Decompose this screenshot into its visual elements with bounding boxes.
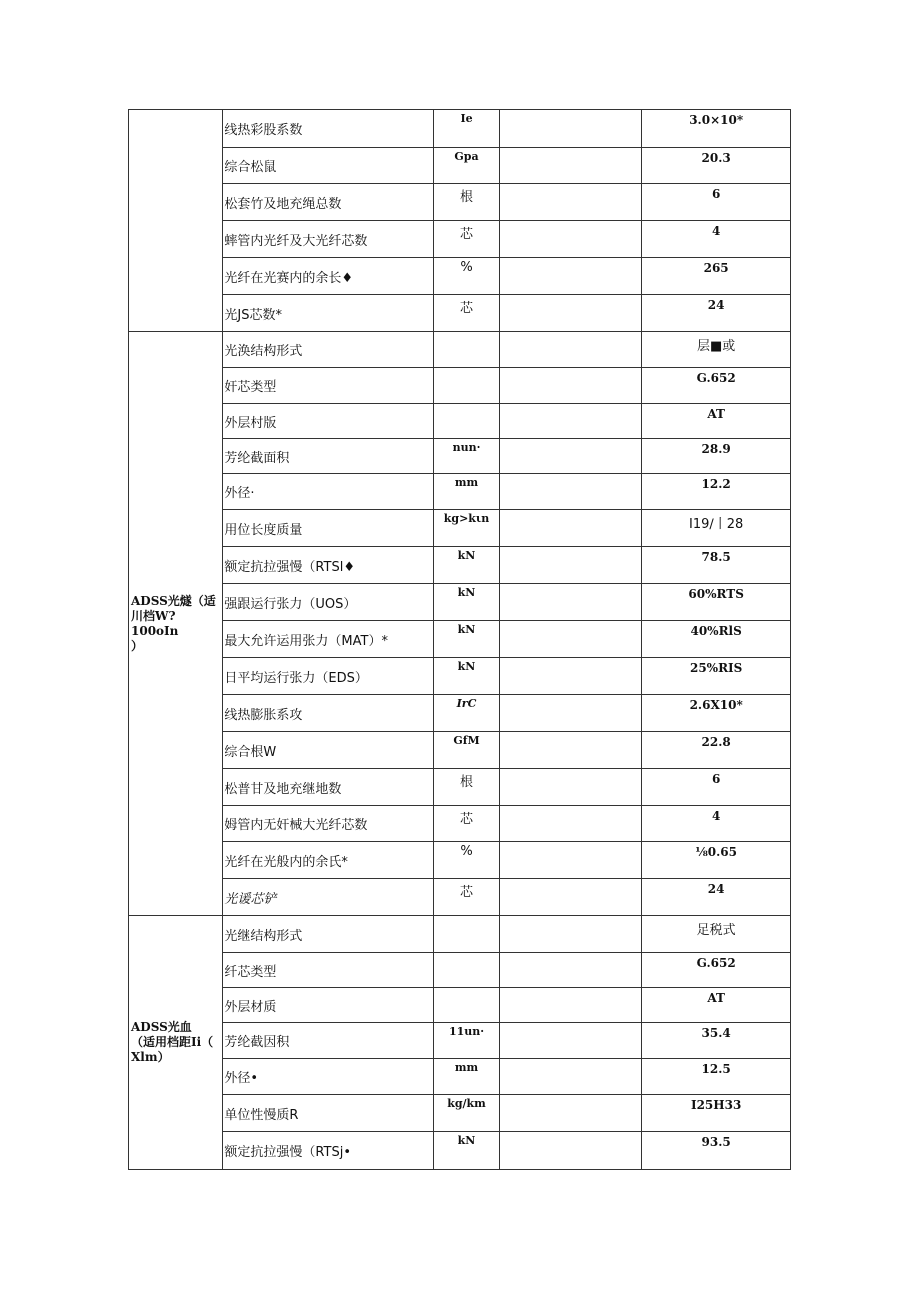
param-name-cell: 姆管内无奸械大光纤芯数 xyxy=(223,806,434,842)
value-cell: 24 xyxy=(642,295,791,332)
blank-cell xyxy=(499,953,642,988)
value-cell: G.652 xyxy=(642,953,791,988)
blank-cell xyxy=(499,988,642,1023)
table-row xyxy=(129,474,791,510)
param-name-cell: 光谖芯铲 xyxy=(223,879,434,916)
value-cell: 265 xyxy=(642,258,791,295)
table-row xyxy=(129,258,791,295)
table-row xyxy=(129,110,791,148)
table-row xyxy=(129,1132,791,1170)
unit-cell xyxy=(434,953,499,988)
table-row xyxy=(129,368,791,404)
param-name-cell: 光继结构形式 xyxy=(223,916,434,953)
unit-cell xyxy=(434,988,499,1023)
table-row xyxy=(129,584,791,621)
blank-cell xyxy=(499,148,642,184)
unit-cell: kg>kιn xyxy=(434,510,499,547)
blank-cell xyxy=(499,1132,642,1170)
blank-cell xyxy=(499,806,642,842)
param-name-cell: 光纤在光般内的余氏* xyxy=(223,842,434,879)
value-cell: 78.5 xyxy=(642,547,791,584)
param-name-cell: 线热膨胀系攻 xyxy=(223,695,434,732)
value-cell: AT xyxy=(642,404,791,439)
table-row xyxy=(129,404,791,439)
value-cell: 24 xyxy=(642,879,791,916)
group-label-line: ADSS光血 xyxy=(131,1020,192,1034)
blank-cell xyxy=(499,221,642,258)
table-row xyxy=(129,988,791,1023)
unit-cell: kN xyxy=(434,1132,499,1170)
table-row xyxy=(129,221,791,258)
value-cell: I25H33 xyxy=(642,1095,791,1132)
group-label-cell xyxy=(129,332,223,916)
value-cell: 35.4 xyxy=(642,1023,791,1059)
param-name-cell: 芳纶截面积 xyxy=(223,439,434,474)
blank-cell xyxy=(499,368,642,404)
blank-cell xyxy=(499,916,642,953)
unit-cell: kN xyxy=(434,658,499,695)
param-name-cell: 光涣结构形式 xyxy=(223,332,434,368)
table-row xyxy=(129,916,791,953)
param-name-cell: 奸芯类型 xyxy=(223,368,434,404)
blank-cell xyxy=(499,584,642,621)
param-name-cell: 外层村版 xyxy=(223,404,434,439)
table-row xyxy=(129,1095,791,1132)
param-name-cell: 松套竹及地充绳总数 xyxy=(223,184,434,221)
blank-cell xyxy=(499,258,642,295)
table-row xyxy=(129,510,791,547)
blank-cell xyxy=(499,1095,642,1132)
unit-cell: Ie xyxy=(434,110,499,148)
blank-cell xyxy=(499,404,642,439)
param-name-cell: 光JS芯数* xyxy=(223,295,434,332)
value-cell: 28.9 xyxy=(642,439,791,474)
blank-cell xyxy=(499,474,642,510)
group-label-cell xyxy=(129,916,223,1170)
blank-cell xyxy=(499,332,642,368)
blank-cell xyxy=(499,695,642,732)
group-label-line: ） xyxy=(131,638,144,653)
group-label-line: ADSS光燧（适 xyxy=(131,593,216,608)
unit-cell: 11un· xyxy=(434,1023,499,1059)
blank-cell xyxy=(499,769,642,806)
table-row xyxy=(129,547,791,584)
unit-cell: Gpa xyxy=(434,148,499,184)
table-row xyxy=(129,769,791,806)
unit-cell: % xyxy=(434,258,499,295)
param-name-cell: 强跟运行张力（UOS） xyxy=(223,584,434,621)
value-cell: 40%RlS xyxy=(642,621,791,658)
blank-cell xyxy=(499,510,642,547)
param-name-cell: 外径· xyxy=(223,474,434,510)
blank-cell xyxy=(499,1023,642,1059)
value-cell: AT xyxy=(642,988,791,1023)
table-row xyxy=(129,184,791,221)
unit-cell: kg/km xyxy=(434,1095,499,1132)
blank-cell xyxy=(499,658,642,695)
unit-cell: nun· xyxy=(434,439,499,474)
param-name-cell: 日平均运行张力（EDS） xyxy=(223,658,434,695)
unit-cell: 芯 xyxy=(434,221,499,258)
blank-cell xyxy=(499,295,642,332)
blank-cell xyxy=(499,879,642,916)
param-name-cell: 松普甘及地充继地数 xyxy=(223,769,434,806)
unit-cell xyxy=(434,404,499,439)
table-row xyxy=(129,879,791,916)
value-cell: 层■或 xyxy=(642,332,791,368)
unit-cell: 芯 xyxy=(434,879,499,916)
blank-cell xyxy=(499,842,642,879)
value-cell: 4 xyxy=(642,806,791,842)
blank-cell xyxy=(499,1059,642,1095)
value-cell: 3.0×10* xyxy=(642,110,791,148)
param-name-cell: 外层材质 xyxy=(223,988,434,1023)
blank-cell xyxy=(499,110,642,148)
group-label-line: （适用档距Ii（ xyxy=(131,1035,214,1049)
unit-cell xyxy=(434,368,499,404)
param-name-cell: 纤芯类型 xyxy=(223,953,434,988)
unit-cell: kN xyxy=(434,621,499,658)
param-name-cell: 线热彩股系数 xyxy=(223,110,434,148)
group-label-line: 川档W?100oIn xyxy=(131,608,179,638)
value-cell: G.652 xyxy=(642,368,791,404)
value-cell: 60%RTS xyxy=(642,584,791,621)
table-row xyxy=(129,806,791,842)
blank-cell xyxy=(499,621,642,658)
value-cell: 4 xyxy=(642,221,791,258)
value-cell: 6 xyxy=(642,184,791,221)
unit-cell xyxy=(434,916,499,953)
param-name-cell: 芳纶截因积 xyxy=(223,1023,434,1059)
spec-table xyxy=(128,109,791,1170)
value-cell: 12.2 xyxy=(642,474,791,510)
value-cell: I19∕丨28 xyxy=(642,510,791,547)
param-name-cell: 外径• xyxy=(223,1059,434,1095)
blank-cell xyxy=(499,184,642,221)
unit-cell: mm xyxy=(434,474,499,510)
unit-cell: IrC xyxy=(434,695,499,732)
table-row xyxy=(129,842,791,879)
group-label-line: Xlm） xyxy=(131,1050,170,1064)
unit-cell: 根 xyxy=(434,769,499,806)
unit-cell: mm xyxy=(434,1059,499,1095)
value-cell: 93.5 xyxy=(642,1132,791,1170)
unit-cell: 根 xyxy=(434,184,499,221)
value-cell: 22.8 xyxy=(642,732,791,769)
blank-cell xyxy=(499,439,642,474)
table-row xyxy=(129,621,791,658)
table-row xyxy=(129,332,791,368)
param-name-cell: 单位性慢质R xyxy=(223,1095,434,1132)
param-name-cell: 光纤在光赛内的余长♦ xyxy=(223,258,434,295)
value-cell: 25%RIS xyxy=(642,658,791,695)
value-cell: ⅛0.65 xyxy=(642,842,791,879)
blank-cell xyxy=(499,547,642,584)
table-row xyxy=(129,1023,791,1059)
value-cell: 2.6X10* xyxy=(642,695,791,732)
table-row xyxy=(129,295,791,332)
unit-cell: 芯 xyxy=(434,806,499,842)
value-cell: 12.5 xyxy=(642,1059,791,1095)
table-row xyxy=(129,953,791,988)
param-name-cell: 额定抗拉强慢（RTSj• xyxy=(223,1132,434,1170)
param-name-cell: 综合根W xyxy=(223,732,434,769)
table-row xyxy=(129,658,791,695)
unit-cell: GfM xyxy=(434,732,499,769)
blank-cell xyxy=(499,732,642,769)
param-name-cell: 最大允许运用张力（MAT）* xyxy=(223,621,434,658)
param-name-cell: 用位长度质量 xyxy=(223,510,434,547)
unit-cell xyxy=(434,332,499,368)
table-row xyxy=(129,148,791,184)
param-name-cell: 额定抗拉强慢（RTSl♦ xyxy=(223,547,434,584)
unit-cell: 芯 xyxy=(434,295,499,332)
unit-cell: kN xyxy=(434,584,499,621)
table-row xyxy=(129,695,791,732)
unit-cell: % xyxy=(434,842,499,879)
table-row xyxy=(129,1059,791,1095)
table-row xyxy=(129,732,791,769)
group-label-cell xyxy=(129,110,223,332)
value-cell: 20.3 xyxy=(642,148,791,184)
param-name-cell: 蟀管内光纤及大光纤芯数 xyxy=(223,221,434,258)
value-cell: 足税式 xyxy=(642,916,791,953)
value-cell: 6 xyxy=(642,769,791,806)
unit-cell: kN xyxy=(434,547,499,584)
param-name-cell: 综合松鼠 xyxy=(223,148,434,184)
table-row xyxy=(129,439,791,474)
